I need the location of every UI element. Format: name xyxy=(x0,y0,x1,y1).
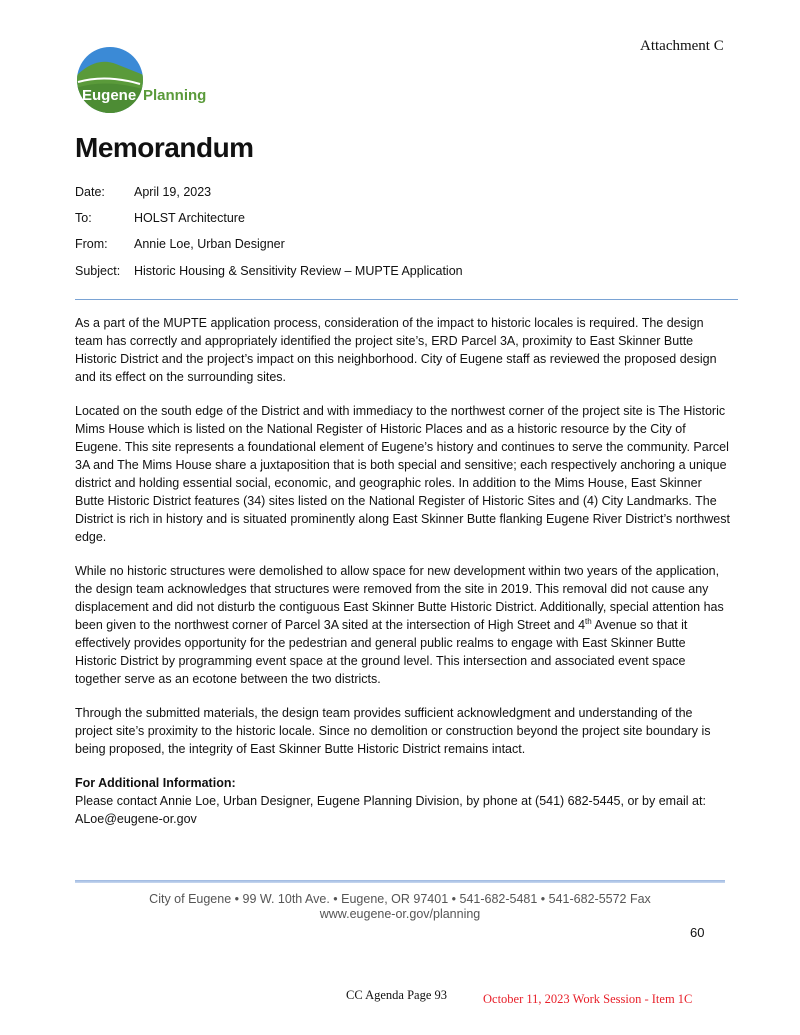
to-value: HOLST Architecture xyxy=(134,211,245,225)
eugene-planning-logo xyxy=(76,46,216,116)
date-label: Date: xyxy=(75,185,105,199)
info-heading: For Additional Information: xyxy=(75,776,236,790)
page-number: 60 xyxy=(690,925,705,940)
attachment-label: Attachment C xyxy=(640,38,724,54)
paragraph-4: Through the submitted materials, the design team provides sufficient acknowledgment and understanding of the project site’s proximity to the historic locale. Since no demolition or construction beyond the project site boundary is being proposed, the integrity of East Skinner Butte Historic District remains intact. xyxy=(75,706,711,756)
svg-text:Planning: Planning xyxy=(143,87,207,104)
paragraph-2: Located on the south edge of the District and with immediacy to the northwest corner of the project site is The Historic Mims House which is listed on the National Register of Historic Places and as a historic resource by the City of Eugene. This site represents a foundational element of Eugene’s history and continues to serve the community. Parcel 3A and The Mims House share a juxtaposition that is both special and sensitive; each respectively anchoring a unique district and holding essential social, economic, and geographic roles. In addition to the Mims House, East Skinner Butte Historic District features (34) sites listed on the National Register of Historic Sites and (4) City Landmarks. The District is rich in history and is situated prominently along East Skinner Butte flanking Eugene River District’s northwest edge. xyxy=(75,404,730,544)
subject-label: Subject: xyxy=(75,264,121,278)
paragraph-3-text-cont: Avenue so that it effectively provides opportunity for the pedestrian and general public realms to engage with East Skinner Butte Historic District by programming event space at the ground level. This intersection and associated event space together serve as an ecotone between the two districts. xyxy=(75,618,688,686)
header-date xyxy=(75,185,211,199)
logo-icon xyxy=(76,46,216,116)
footer xyxy=(75,892,725,922)
page-title: Memorandum xyxy=(75,132,254,163)
to-label: To: xyxy=(75,211,92,225)
from-value: Annie Loe, Urban Designer xyxy=(134,237,285,251)
info-text: Please contact Annie Loe, Urban Designer, Eugene Planning Division, by phone at (541) 682-5445, or by email at: ALoe@eugene-or.gov xyxy=(75,794,706,826)
paragraph-3 xyxy=(75,562,730,688)
header-to xyxy=(75,211,245,225)
date-value: April 19, 2023 xyxy=(134,185,212,199)
from-label: From: xyxy=(75,237,108,251)
memo-body xyxy=(75,314,730,828)
paragraph-1: As a part of the MUPTE application process, consideration of the impact to historic locales is required. The design team has correctly and appropriately identified the project site’s, ERD Parcel 3A, proximity to East Skinner Butte Historic District and the project’s impact on this neighborhood. City of Eugene staff as reviewed the proposed design and its effect on the surrounding sites. xyxy=(75,316,717,384)
session-label: October 11, 2023 Work Session - Item 1C xyxy=(483,992,693,1006)
footer-website: www.eugene-or.gov/planning xyxy=(319,907,481,921)
svg-text:Eugene: Eugene xyxy=(82,87,137,104)
paragraph-3-text: While no historic structures were demolished to allow space for new development within two years of the application, the design team acknowledges that structures were removed from the site in 2019. This removal did not cause any displacement and did not disturb the contiguous East Skinner Butte Historic District. Additionally, special attention has been given to the northwest corner of Parcel 3A sited at the intersection of High Street and 4 xyxy=(75,564,724,632)
header-from xyxy=(75,237,285,251)
footer-divider xyxy=(75,880,725,883)
footer-address: City of Eugene • 99 W. 10th Ave. • Eugene, OR 97401 • 541-682-5481 • 541-682-5572 Fax xyxy=(149,892,651,906)
ordinal-suffix: th xyxy=(585,616,592,626)
subject-value: Historic Housing & Sensitivity Review – MUPTE Application xyxy=(134,264,463,278)
agenda-page: CC Agenda Page 93 xyxy=(346,988,448,1002)
header-divider xyxy=(75,299,738,300)
header-subject xyxy=(75,264,463,278)
